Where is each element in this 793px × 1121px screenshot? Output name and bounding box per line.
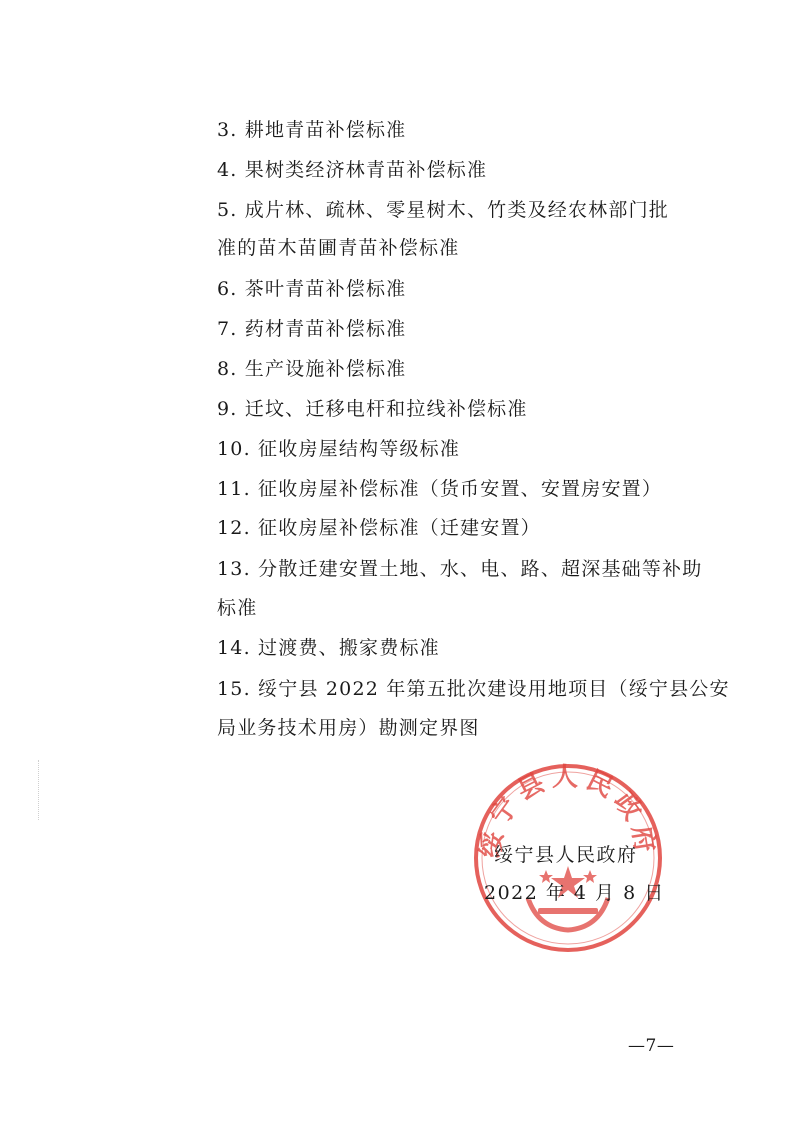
attachment-item-12: 12. 征收房屋补偿标准（迁建安置） [217, 517, 541, 539]
attachment-item-6: 6. 茶叶青苗补偿标准 [217, 278, 407, 300]
issue-date: 2022 年 4 月 8 日 [484, 882, 665, 904]
seal-lettering: 绥宁县人民政府 [475, 762, 661, 861]
attachment-item-5-continued: 准的苗木苗圃青苗补偿标准 [217, 237, 460, 259]
page-number: —7— [628, 1036, 675, 1056]
attachment-item-4: 4. 果树类经济林青苗补偿标准 [217, 159, 488, 181]
attachment-item-14: 14. 过渡费、搬家费标准 [217, 637, 440, 659]
attachment-item-13-continued: 标准 [217, 597, 258, 619]
attachment-item-15: 15. 绥宁县 2022 年第五批次建设用地项目（绥宁县公安 [217, 678, 730, 700]
issuer-name: 绥宁县人民政府 [494, 844, 638, 866]
attachment-item-11: 11. 征收房屋补偿标准（货币安置、安置房安置） [217, 478, 663, 500]
attachment-item-7: 7. 药材青苗补偿标准 [217, 318, 407, 340]
attachment-item-5: 5. 成片林、疏林、零星树木、竹类及经农林部门批 [217, 199, 669, 221]
scan-mark [38, 760, 41, 820]
attachment-item-3: 3. 耕地青苗补偿标准 [217, 119, 407, 141]
attachment-item-15-continued: 局业务技术用房）勘测定界图 [217, 717, 480, 739]
attachment-item-10: 10. 征收房屋结构等级标准 [217, 438, 461, 460]
attachment-item-8: 8. 生产设施补偿标准 [217, 358, 407, 380]
attachment-item-13: 13. 分散迁建安置土地、水、电、路、超深基础等补助 [217, 558, 703, 580]
attachment-item-9: 9. 迁坟、迁移电杆和拉线补偿标准 [217, 398, 528, 420]
